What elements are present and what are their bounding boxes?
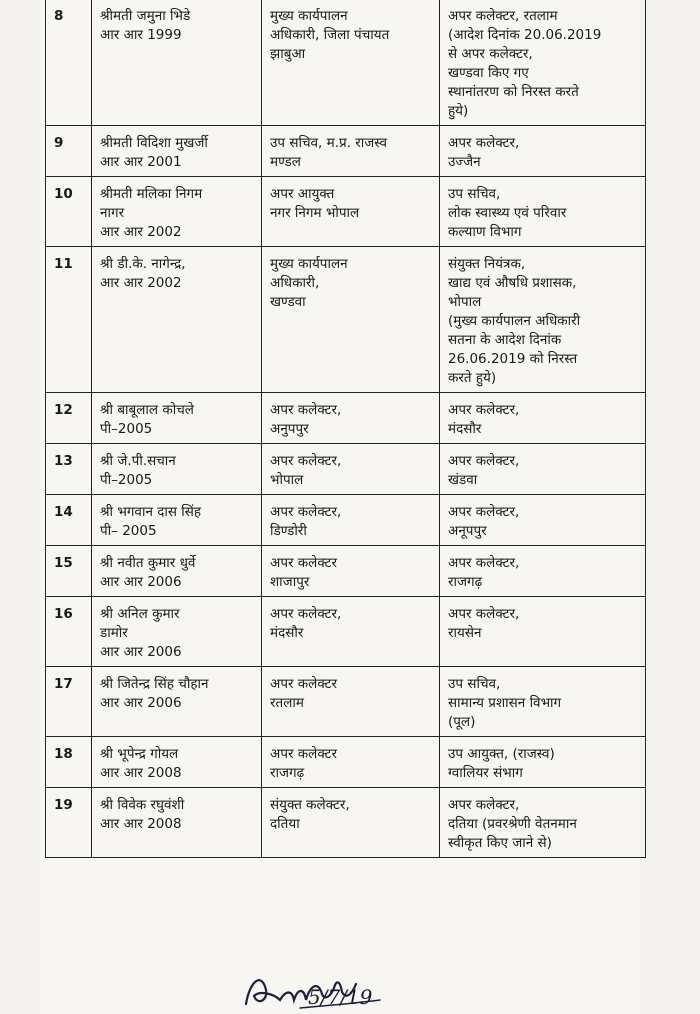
current-posting-cell: अपर कलेक्टर, मंदसौर [262, 597, 440, 667]
officer-name-cell: श्री अनिल कुमार डामोर आर आर 2006 [92, 597, 262, 667]
new-posting-cell: संयुक्त नियंत्रक, खाद्य एवं औषधि प्रशासक, भोपाल (मुख्य कार्यपालन अधिकारी सतना के आदेश दिनांक 26.06.2019 को निरस्त करते हुये) [440, 247, 646, 393]
signature-date: 5/7/19 [308, 985, 373, 1009]
current-posting-cell: अपर कलेक्टर राजगढ़ [262, 737, 440, 788]
new-posting-cell: अपर कलेक्टर, अनूपपुर [440, 495, 646, 546]
officer-name-cell: श्री डी.के. नागेन्द्र, आर आर 2002 [92, 247, 262, 393]
officer-name-cell: श्री भूपेन्द्र गोयल आर आर 2008 [92, 737, 262, 788]
officer-name-cell: श्री नवीत कुमार धुर्वे आर आर 2006 [92, 546, 262, 597]
serial-number-cell: 11 [46, 247, 92, 393]
new-posting-cell: अपर कलेक्टर, खंडवा [440, 444, 646, 495]
current-posting-cell: उप सचिव, म.प्र. राजस्व मण्डल [262, 126, 440, 177]
new-posting-cell: उप सचिव, सामान्य प्रशासन विभाग (पूल) [440, 667, 646, 737]
table-row [46, 546, 646, 597]
officer-name-cell: श्री जे.पी.सचान पी–2005 [92, 444, 262, 495]
new-posting-cell: अपर कलेक्टर, मंदसौर [440, 393, 646, 444]
current-posting-cell: अपर कलेक्टर शाजापुर [262, 546, 440, 597]
table-row [46, 495, 646, 546]
officer-name-cell: श्री जितेन्द्र सिंह चौहान आर आर 2006 [92, 667, 262, 737]
new-posting-cell: अपर कलेक्टर, रायसेन [440, 597, 646, 667]
table-row [46, 444, 646, 495]
current-posting-cell: मुख्य कार्यपालन अधिकारी, जिला पंचायत झाबुआ [262, 0, 440, 126]
table-row [46, 737, 646, 788]
serial-number-cell: 13 [46, 444, 92, 495]
table-row [46, 393, 646, 444]
table-row [46, 126, 646, 177]
officer-name-cell: श्री विवेक रघुवंशी आर आर 2008 [92, 788, 262, 858]
new-posting-cell: उप सचिव, लोक स्वास्थ्य एवं परिवार कल्याण विभाग [440, 177, 646, 247]
officer-name-cell: श्रीमती मलिका निगम नागर आर आर 2002 [92, 177, 262, 247]
new-posting-cell: उप आयुक्त, (राजस्व) ग्वालियर संभाग [440, 737, 646, 788]
serial-number-cell: 9 [46, 126, 92, 177]
current-posting-cell: अपर कलेक्टर, अनुपपुर [262, 393, 440, 444]
officer-name-cell: श्रीमती जमुना भिडे आर आर 1999 [92, 0, 262, 126]
current-posting-cell: अपर कलेक्टर, भोपाल [262, 444, 440, 495]
new-posting-cell: अपर कलेक्टर, रतलाम (आदेश दिनांक 20.06.2019 से अपर कलेक्टर, खण्डवा किए गए स्थानांतरण को निरस्त करते हुये) [440, 0, 646, 126]
new-posting-cell: अपर कलेक्टर, उज्जैन [440, 126, 646, 177]
new-posting-cell: अपर कलेक्टर, राजगढ़ [440, 546, 646, 597]
table-row [46, 177, 646, 247]
table-row [46, 788, 646, 858]
current-posting-cell: संयुक्त कलेक्टर, दतिया [262, 788, 440, 858]
serial-number-cell: 8 [46, 0, 92, 126]
table-body [46, 0, 646, 858]
table-row [46, 247, 646, 393]
serial-number-cell: 15 [46, 546, 92, 597]
serial-number-cell: 12 [46, 393, 92, 444]
serial-number-cell: 18 [46, 737, 92, 788]
serial-number-cell: 14 [46, 495, 92, 546]
serial-number-cell: 10 [46, 177, 92, 247]
current-posting-cell: अपर आयुक्त नगर निगम भोपाल [262, 177, 440, 247]
transfer-order-table [45, 0, 646, 858]
current-posting-cell: अपर कलेक्टर, डिण्डोरी [262, 495, 440, 546]
officer-name-cell: श्रीमती विदिशा मुखर्जी आर आर 2001 [92, 126, 262, 177]
table-row [46, 597, 646, 667]
officer-name-cell: श्री बाबूलाल कोचले पी–2005 [92, 393, 262, 444]
current-posting-cell: अपर कलेक्टर रतलाम [262, 667, 440, 737]
serial-number-cell: 16 [46, 597, 92, 667]
serial-number-cell: 17 [46, 667, 92, 737]
officer-name-cell: श्री भगवान दास सिंह पी– 2005 [92, 495, 262, 546]
serial-number-cell: 19 [46, 788, 92, 858]
new-posting-cell: अपर कलेक्टर, दतिया (प्रवरश्रेणी वेतनमान स्वीकृत किए जाने से) [440, 788, 646, 858]
table-row [46, 0, 646, 126]
current-posting-cell: मुख्य कार्यपालन अधिकारी, खण्डवा [262, 247, 440, 393]
table-row [46, 667, 646, 737]
